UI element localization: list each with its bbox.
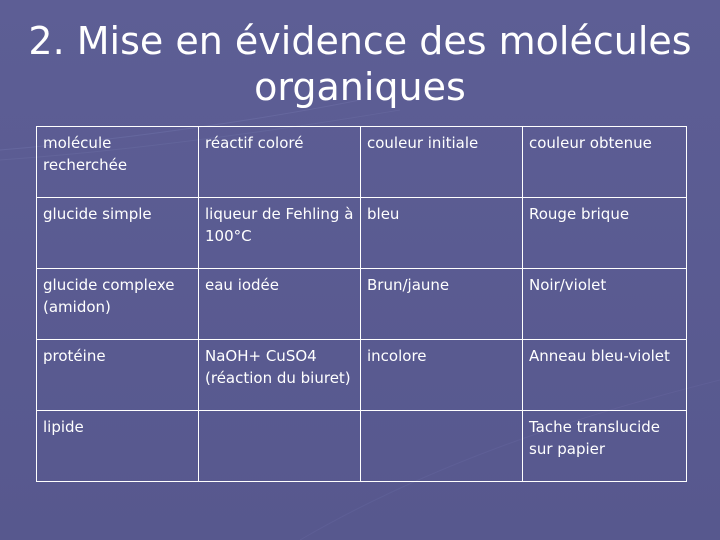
table-cell: bleu — [361, 198, 523, 269]
table-cell: incolore — [361, 340, 523, 411]
table-cell: Anneau bleu-violet — [523, 340, 687, 411]
table-cell: glucide simple — [37, 198, 199, 269]
table-cell: eau iodée — [199, 269, 361, 340]
table-cell: glucide complexe (amidon) — [37, 269, 199, 340]
table-cell — [199, 411, 361, 482]
table-cell: Rouge brique — [523, 198, 687, 269]
table-row — [37, 269, 687, 340]
table-cell: liqueur de Fehling à 100°C — [199, 198, 361, 269]
slide-title — [20, 18, 700, 110]
table-cell: NaOH+ CuSO4 (réaction du biuret) — [199, 340, 361, 411]
table-row — [37, 198, 687, 269]
table-cell — [361, 411, 523, 482]
molecule-table — [36, 126, 687, 482]
header-cell-reactif: réactif coloré — [199, 127, 361, 198]
table-cell: Noir/violet — [523, 269, 687, 340]
table-header-row — [37, 127, 687, 198]
header-cell-molecule: molécule recherchée — [37, 127, 199, 198]
header-cell-couleur-obtenue: couleur obtenue — [523, 127, 687, 198]
slide-title-line1: 2. Mise en évidence des molécules — [28, 19, 692, 63]
table-row — [37, 340, 687, 411]
table-cell: protéine — [37, 340, 199, 411]
table-cell: Tache translucide sur papier — [523, 411, 687, 482]
header-cell-couleur-initiale: couleur initiale — [361, 127, 523, 198]
slide-title-line2: organiques — [254, 65, 466, 109]
table-cell: lipide — [37, 411, 199, 482]
table-cell: Brun/jaune — [361, 269, 523, 340]
table-row — [37, 411, 687, 482]
